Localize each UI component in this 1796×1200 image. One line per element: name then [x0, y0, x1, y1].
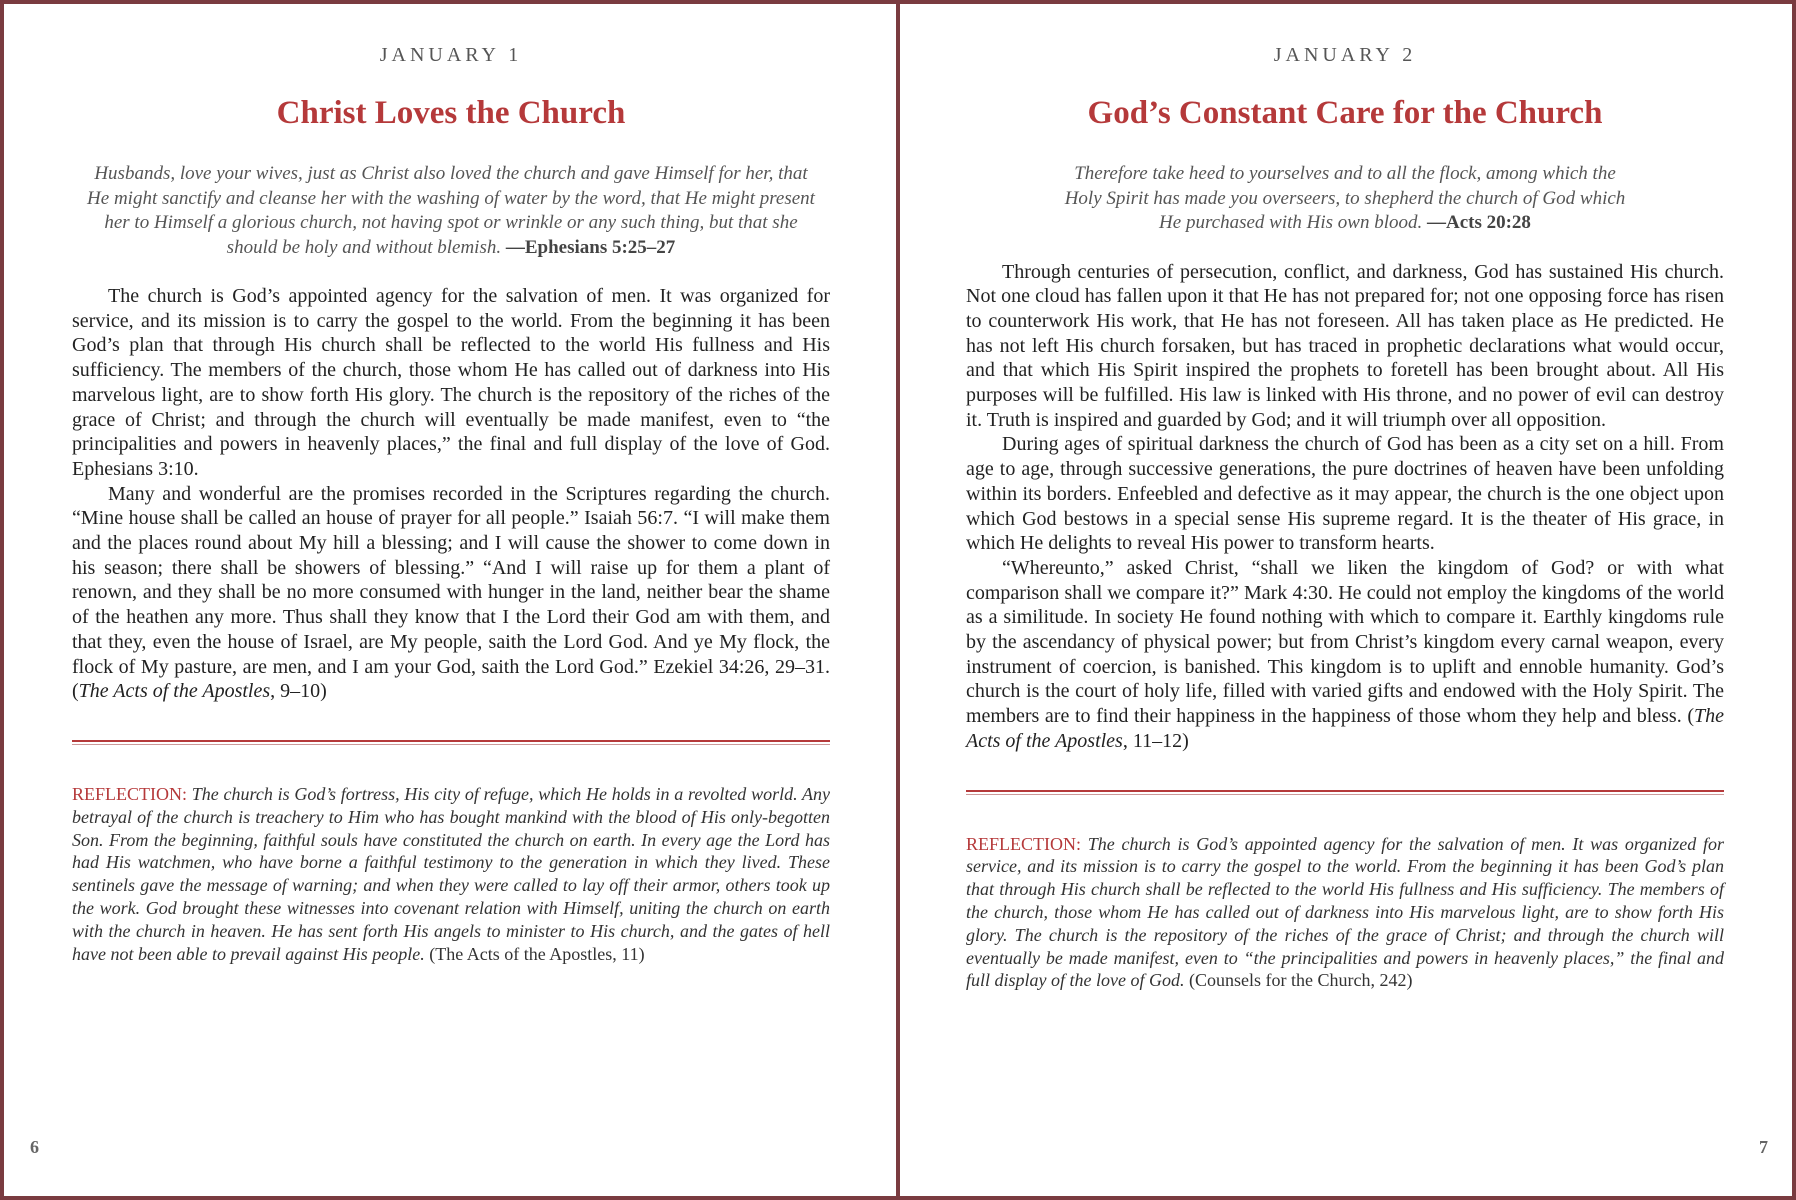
page-title: Christ Loves the Church [276, 95, 626, 131]
devotional-body [966, 260, 1724, 754]
divider-rule [966, 790, 1724, 795]
reflection-source: (The Acts of the Apostles, 11) [429, 943, 645, 964]
body-paragraph: Many and wonderful are the promises recorded in the Scriptures regarding the church. “Mine house shall be called an house of prayer for all people.” Isaiah 56:7. “I will make them and the places round about My hill a blessing; and I will cause the shower to come down in his season; there shall be showers of blessing.” “And I will raise up for them a plant of renown, and they shall be no more consumed with hunger in the land, neither bear the shame of the heathen any more. Thus shall they know that I the Lord their God am with them, and that they, even the house of Israel, are My people, saith the Lord God. And ye My flock, the flock of My pasture, are men, and I am your God, saith the Lord God.” Ezekiel 34:26, 29–31. (The Acts of the Apostles, 9–10) [72, 482, 830, 703]
scripture-verse [81, 162, 821, 260]
verse-text: Husbands, love your wives, just as Christ also loved the church and gave Himself for her, that He might sanctify and cleanse her with the washing of water by the word, that He might present her to Himself a glorious church, not having spot or wrinkle or any such thing, but that she should be holy and without blemish. [87, 163, 815, 258]
devotional-body [72, 284, 830, 704]
reflection-block [966, 833, 1724, 993]
body-paragraph: The church is God’s appointed agency for the salvation of men. It was organized for service, and its mission is to carry the gospel to the world. From the beginning it has been God’s plan that through His church shall be reflected to the world His fullness and His sufficiency. The members of the church, those whom He has called out of darkness into His marvelous light, are to show forth His glory. The church is the repository of the riches of the grace of Christ; and through the church will eventually be made manifest, even to “the principalities and powers in heavenly places,” the final and full display of the love of God. Ephesians 3:10. [72, 285, 830, 480]
verse-reference: —Acts 20:28 [1426, 212, 1531, 233]
source-citation: (The Acts of the Apostles, 11–12) [966, 705, 1725, 752]
reflection-label: REFLECTION: [966, 833, 1081, 854]
page-number: 6 [30, 1137, 39, 1157]
day-heading: JANUARY 2 [1273, 44, 1417, 66]
reflection-text: The church is God’s fortress, His city of refuge, which He holds in a revolted world. Any betrayal of the church is treachery to Him who has bought mankind with the blood of His only-begotten Son. From the beginning, faithful souls have constituted the church on earth. In every age the Lord has had His watchmen, who have borne a faithful testimony to the generation in which they lived. These sentinels gave the message of warning; and when they were called to lay off their armor, others took up the work. God brought these witnesses into covenant relation with Himself, uniting the church on earth with the church in heaven. He has sent forth His angels to minister to His church, and the gates of hell have not been able to prevail against His people. [72, 783, 830, 964]
left-page [4, 4, 898, 1196]
day-heading: JANUARY 1 [379, 44, 523, 66]
verse-text: Therefore take heed to yourselves and to all the flock, among which the Holy Spirit has made you overseers, to shepherd the church of God which He purchased with His own blood. [1064, 163, 1626, 233]
reflection-source: (Counsels for the Church, 242) [1188, 970, 1413, 991]
body-paragraph: “Whereunto,” asked Christ, “shall we liken the kingdom of God? or with what comparison shall we compare it?” Mark 4:30. He could not employ the kingdoms of the world as a similitude. In society He found nothing with which to compare it. Earthly kingdoms rule by the ascendancy of physical power; but from Christ’s kingdom every carnal weapon, every instrument of coercion, is banished. This kingdom is to uplift and ennoble humanity. God’s church is the court of holy life, filled with varied gifts and endowed with the Holy Spirit. The members are to find their happiness in the happiness of those whom they help and bless. (The Acts of the Apostles, 11–12) [966, 556, 1725, 752]
divider-rule [72, 740, 830, 745]
source-citation: (The Acts of the Apostles, 9–10) [72, 680, 327, 703]
body-paragraph: Through centuries of persecution, conflict, and darkness, God has sustained His church. Not one cloud has fallen upon it that He has not prepared for; not one opposing force has risen to counterwork His work, that He has not foreseen. All has taken place as He predicted. He has not left His church forsaken, but has traced in prophetic declarations what would occur, and that which His Spirit inspired the prophets to foretell has been brought about. All His purposes will be fulfilled. His law is linked with His throne, and no power of evil can destroy it. Truth is inspired and guarded by God; and it will triumph over all opposition. [966, 260, 1724, 431]
reflection-label: REFLECTION: [72, 783, 187, 804]
right-page [898, 4, 1792, 1196]
reflection-text: The church is God’s appointed agency for the salvation of men. It was organized for service, and its mission is to carry the gospel to the world. From the beginning it has been God’s plan that through His church shall be reflected to the world His fullness and His sufficiency. The members of the church, those whom He has called out of darkness into His marvelous light, are to show forth His glory. The church is the repository of the riches of the grace of Christ; and through the church will eventually be made manifest, even to “the principalities and powers in heavenly places,” the final and full display of the love of God. [966, 833, 1724, 991]
right-page-content [966, 4, 1724, 992]
left-page-content [72, 4, 830, 965]
verse-reference: —Ephesians 5:25–27 [505, 236, 676, 258]
scripture-verse [1055, 162, 1635, 236]
page-title: God’s Constant Care for the Church [1087, 95, 1603, 131]
reflection-block [72, 783, 830, 965]
body-paragraph: During ages of spiritual darkness the church of God has been as a city set on a hill. From age to age, through successive generations, the pure doctrines of heaven have been unfolding within its borders. Enfeebled and defective as it may appear, the church is the one object upon which God bestows in a special sense His supreme regard. It is the theater of His grace, in which He delights to reveal His power to transform hearts. [966, 433, 1724, 555]
page-number: 7 [1759, 1137, 1768, 1157]
